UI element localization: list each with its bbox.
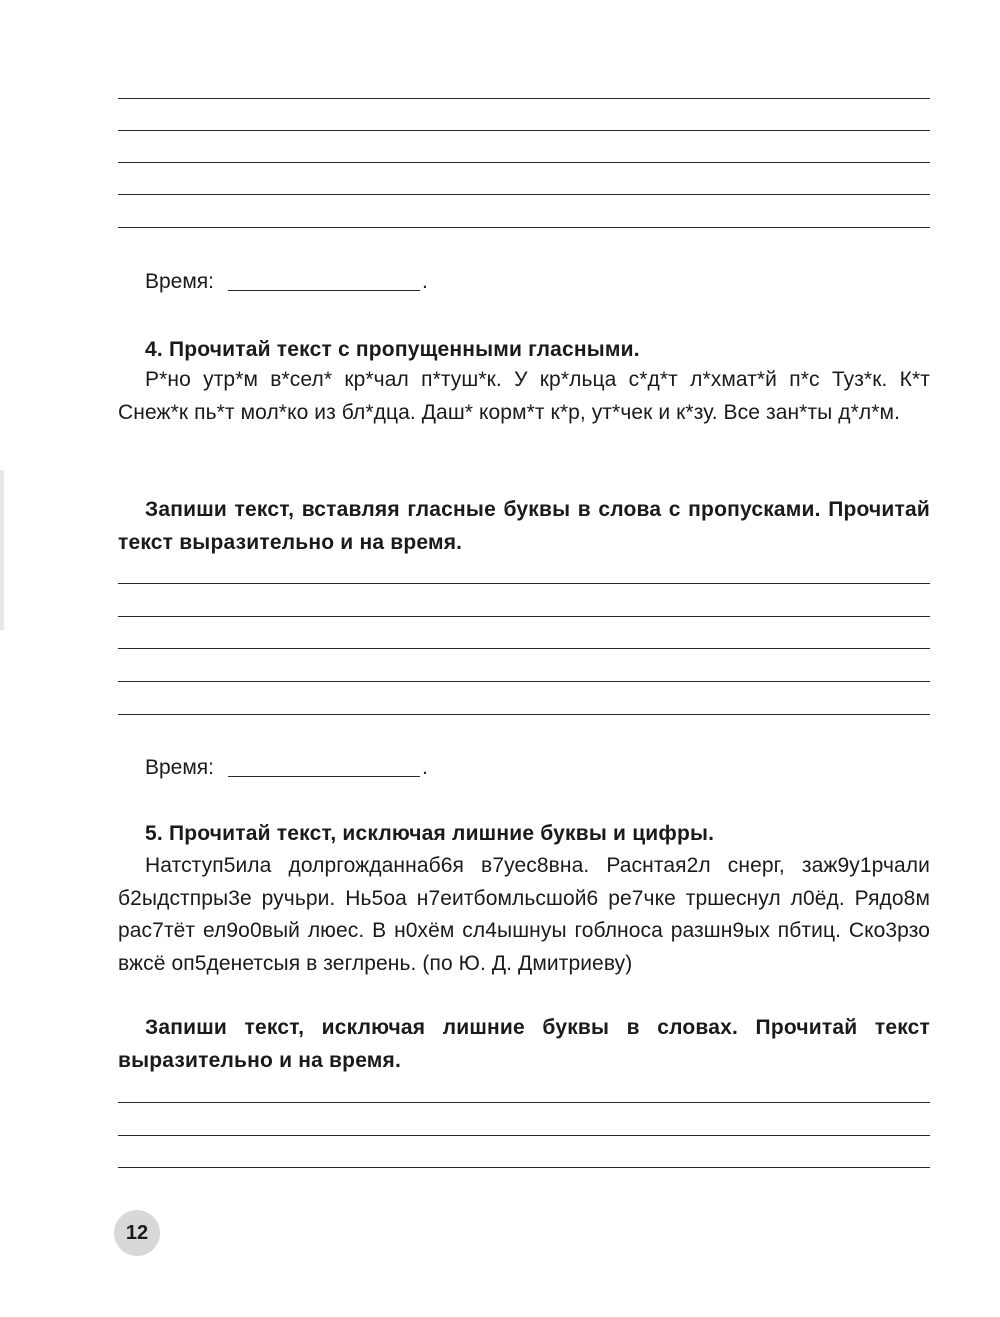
task4-heading: 4. Прочитай текст с пропущенными гласными. bbox=[145, 338, 640, 361]
writing-line[interactable] bbox=[118, 1135, 930, 1136]
writing-line[interactable] bbox=[118, 714, 930, 715]
writing-line[interactable] bbox=[118, 162, 930, 163]
writing-line[interactable] bbox=[118, 616, 930, 617]
writing-line[interactable] bbox=[118, 1167, 930, 1168]
writing-line[interactable] bbox=[118, 227, 930, 228]
writing-line[interactable] bbox=[118, 681, 930, 682]
task5-heading: 5. Прочитай текст, исключая лишние буквы и цифры. bbox=[145, 822, 715, 845]
task5-text: Натступ5ила долргожданнаб6я в7уес8вна. Раснтая2л снерг, заж9у1рчали б2ыдстпры3е ручьри. Нь5оа н7еитбомльсшой6 ре7чке тршеснул л0ёд. Рядо8м рас7тёт ел9о0вый люес. В н0хём сл4ышнуы гоблноса разшн9ых пбтиц. Ско3рзо вжсё оп5денетсыя в зеглрень. (по Ю. Д. Дмитриеву) bbox=[118, 854, 930, 975]
time-field-2 bbox=[145, 756, 428, 780]
writing-line[interactable] bbox=[118, 98, 930, 99]
time-blank[interactable] bbox=[228, 776, 420, 777]
task4-instruction: Запиши текст, вставляя гласные буквы в слова с пропусками. Прочитай текст выразительно и на время. bbox=[118, 498, 930, 554]
page-edge-shadow bbox=[0, 470, 4, 630]
writing-line[interactable] bbox=[118, 1102, 930, 1103]
time-label: Время: bbox=[145, 270, 215, 293]
page-number-badge bbox=[114, 1210, 160, 1256]
time-period: . bbox=[422, 756, 428, 779]
time-field-1 bbox=[145, 270, 428, 294]
task5-instruction: Запиши текст, исключая лишние буквы в словах. Прочитай текст выразительно и на время. bbox=[118, 1016, 930, 1072]
writing-line[interactable] bbox=[118, 648, 930, 649]
writing-line[interactable] bbox=[118, 130, 930, 131]
time-blank[interactable] bbox=[228, 290, 420, 291]
writing-line[interactable] bbox=[118, 583, 930, 584]
time-label: Время: bbox=[145, 756, 215, 779]
writing-line[interactable] bbox=[118, 194, 930, 195]
page-number: 12 bbox=[125, 1221, 149, 1244]
time-period: . bbox=[422, 270, 428, 293]
task4-text: Р*но утр*м в*сел* кр*чал п*туш*к. У кр*льца с*д*т л*хмат*й п*с Туз*к. К*т Снеж*к пь*т мол*ко из бл*дца. Даш* корм*т к*р, ут*чек и к*зу. Все зан*ты д*л*м. bbox=[118, 368, 930, 424]
